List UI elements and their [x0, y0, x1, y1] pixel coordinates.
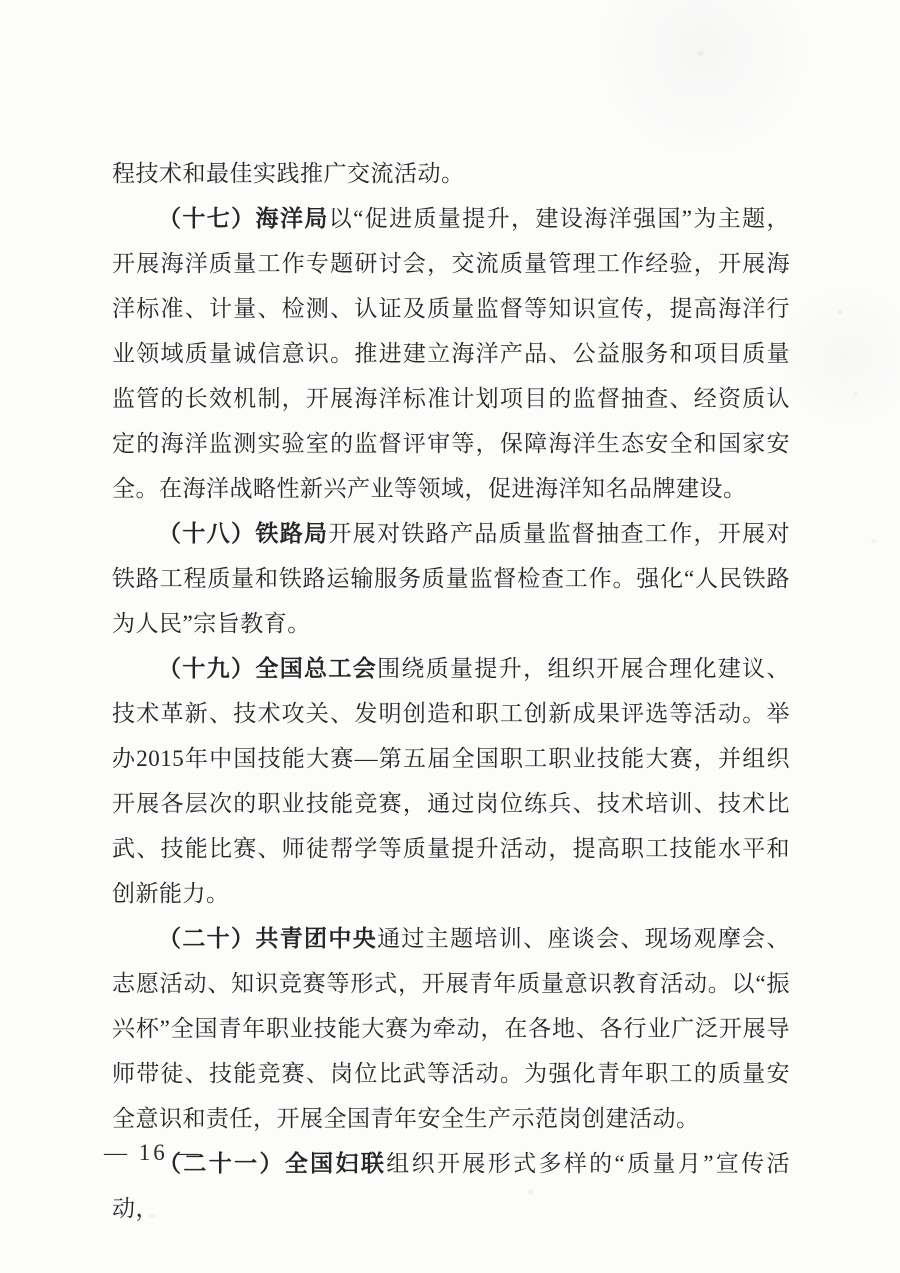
paragraph-text: 程技术和最佳实践推广交流活动。	[112, 161, 465, 186]
paragraph-text: 开展对铁路产品质量监督抽查工作，开展对铁路工程质量和铁路运输服务质量监督检查工作。强化“人民铁路为人民”宗旨教育。	[112, 521, 791, 636]
document-body	[112, 151, 790, 1231]
paragraph-text: 以“促进质量提升，建设海洋强国”为主题，开展海洋质量工作专题研讨会，交流质量管理工作经验，开展海洋标准、计量、检测、认证及质量监督等知识宣传，提高海洋行业领域质量诚信意识。推进建立海洋产品、公益服务和项目质量监管的长效机制，开展海洋标准计划项目的监督抽查、经资质认定的海洋监测实验室的监督评审等，保障海洋生态安全和国家安全。在海洋战略性新兴产业等领域，促进海洋知名品牌建设。	[112, 206, 791, 501]
paragraph-continuation	[112, 151, 790, 196]
scan-speckle	[838, 310, 842, 314]
paragraph-item-20	[112, 916, 790, 1141]
page-number: — 16 —	[104, 1140, 203, 1165]
paragraph-item-21	[112, 1141, 790, 1231]
paragraph-text: 组织开展形式多样的“质量月”宣传活动，	[112, 1151, 791, 1221]
paragraph-item-18	[112, 511, 790, 646]
paragraph-lead: （十八）铁路局	[158, 521, 329, 546]
scan-speckle	[872, 540, 875, 543]
scan-speckle	[698, 52, 703, 55]
paragraph-lead: （十七）海洋局	[158, 206, 329, 231]
paragraph-text: 通过主题培训、座谈会、现场观摩会、志愿活动、知识竞赛等形式，开展青年质量意识教育活动。以“振兴杯”全国青年职业技能大赛为牵动，在各地、各行业广泛开展导师带徒、技能竞赛、岗位比武等活动。为强化青年职工的质量安全意识和责任，开展全国青年安全生产示范岗创建活动。	[112, 926, 791, 1131]
paragraph-lead: （十九）全国总工会	[158, 656, 378, 681]
paragraph-lead: （二十）共青团中央	[158, 926, 378, 951]
paragraph-item-17	[112, 196, 790, 511]
scan-speckle	[854, 392, 857, 395]
paragraph-text: 围绕质量提升，组织开展合理化建议、技术革新、技术攻关、发明创造和职工创新成果评选等活动。举办2015年中国技能大赛—第五届全国职工职业技能大赛，并组织开展各层次的职业技能竞赛，通过岗位练兵、技术培训、技术比武、技能比赛、师徒帮学等质量提升活动，提高职工技能水平和创新能力。	[112, 656, 791, 906]
paragraph-lead: （二十一）全国妇联	[158, 1151, 387, 1176]
paragraph-item-19	[112, 646, 790, 916]
